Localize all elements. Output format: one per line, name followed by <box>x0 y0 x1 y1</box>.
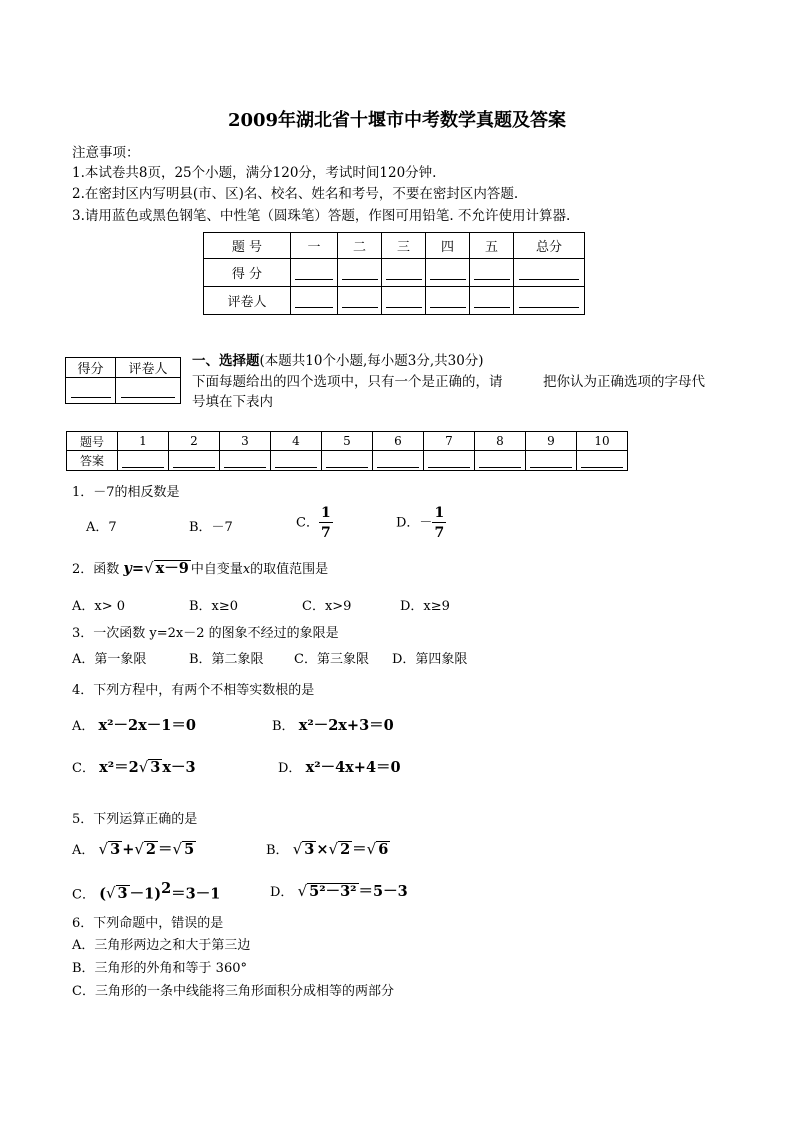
q3-option-d: D．第四象限 <box>392 652 468 667</box>
score-table-header: 二 <box>338 233 382 259</box>
answer-table-row2-label: 答案 <box>67 451 118 471</box>
q5-b-radicand-3: 6 <box>378 841 389 858</box>
answer-table-number: 5 <box>322 432 373 451</box>
q2-option-b: B．x≥0 <box>189 599 239 614</box>
q4-c-pre: x²＝2 <box>99 759 139 776</box>
answer-cell[interactable] <box>475 451 526 471</box>
answer-table-number: 2 <box>169 432 220 451</box>
q1-option-d-label: D．－ <box>396 515 433 531</box>
q6-stem: 6．下列命题中，错误的是 <box>72 916 224 931</box>
score-cell[interactable] <box>291 259 338 287</box>
q1-c-fraction <box>319 506 333 540</box>
score-table <box>203 232 585 315</box>
q3-option-b: B．第二象限 <box>189 652 264 667</box>
q4-option-d <box>278 756 401 777</box>
q4-b-label: B． <box>272 719 295 734</box>
score-table-header: 五 <box>470 233 514 259</box>
score-cell[interactable] <box>338 259 382 287</box>
answer-table-number: 9 <box>526 432 577 451</box>
q1-option-a: A．7 <box>86 520 117 535</box>
q2-option-a: A．x> 0 <box>72 599 126 614</box>
note-item-1: 1.本试卷共8页，25个小题，满分120分，考试时间120分钟. <box>72 165 437 181</box>
notes-heading: 注意事项： <box>72 145 140 161</box>
score-table-header: 题 号 <box>204 233 291 259</box>
answer-cell[interactable] <box>271 451 322 471</box>
q5-a-radicand-2: 2 <box>145 841 156 858</box>
q5-b-radical-2: √ 2 <box>328 840 351 858</box>
q6-option-b: B．三角形的外角和等于 360° <box>72 961 247 976</box>
q5-b-eq: ＝ <box>352 841 367 858</box>
answer-cell[interactable] <box>373 451 424 471</box>
answer-table-number: 3 <box>220 432 271 451</box>
q4-a-label: A． <box>72 719 95 734</box>
q5-a-label: A． <box>72 843 95 858</box>
q5-a-radicand-1: 3 <box>110 841 121 858</box>
q3-stem: 3．一次函数 y=2x－2 的图象不经过的象限是 <box>72 626 339 641</box>
page-title: 2009年湖北省十堰市中考数学真题及答案 <box>227 110 567 131</box>
q1-c-numerator: 1 <box>320 505 331 521</box>
score-cell[interactable] <box>426 259 470 287</box>
answer-table-number: 7 <box>424 432 475 451</box>
score-cell[interactable] <box>382 259 426 287</box>
section1-instruction-2: 号填在下表内 <box>192 394 273 410</box>
score-cell[interactable] <box>470 259 514 287</box>
q5-a-eq: ＝ <box>158 841 173 858</box>
answer-table-number: 1 <box>118 432 169 451</box>
q4-c-post: x－3 <box>162 759 196 776</box>
q1-d-fraction <box>432 506 446 540</box>
q4-option-a <box>72 714 196 735</box>
q5-c-pre: ( <box>99 885 106 903</box>
q4-d-label: D． <box>278 761 302 776</box>
q5-c-radical: √ 3 <box>105 884 128 903</box>
q5-b-radicand-2: 2 <box>340 841 351 858</box>
q5-option-b <box>266 838 390 859</box>
q5-c-radicand: 3 <box>117 885 128 903</box>
q1-d-numerator: 1 <box>434 505 445 521</box>
q2-var: x <box>242 562 251 577</box>
score-row-label: 得 分 <box>204 259 291 287</box>
answer-table-number: 6 <box>373 432 424 451</box>
answer-cell[interactable] <box>577 451 628 471</box>
q2-radical: √ x－9 <box>144 559 189 577</box>
q3-option-c: C．第三象限 <box>294 652 369 667</box>
answer-cell[interactable] <box>169 451 220 471</box>
q2-stem-pre: 2．函数 <box>72 562 120 577</box>
grader-box <box>65 357 181 404</box>
section1-instruction-1b: 把你认为正确选项的字母代 <box>543 374 705 390</box>
q2-option-c: C．x>9 <box>302 599 352 614</box>
q5-option-d <box>270 880 408 901</box>
q6-option-a: A．三角形两边之和大于第三边 <box>72 938 251 953</box>
answer-cell[interactable] <box>118 451 169 471</box>
section1-heading: 一、选择题 <box>192 353 260 369</box>
q2-option-d: D．x≥9 <box>400 599 450 614</box>
q5-a-radical-1: √ 3 <box>98 840 121 858</box>
answer-cell[interactable] <box>526 451 577 471</box>
answer-cell[interactable] <box>424 451 475 471</box>
answer-table-number: 10 <box>577 432 628 451</box>
q4-d-equation: x²－4x+4＝0 <box>305 759 401 776</box>
grader-name-cell[interactable] <box>116 378 181 404</box>
q5-a-radicand-3: 5 <box>184 841 195 858</box>
q2-stem-end: 的取值范围是 <box>250 562 329 577</box>
note-item-2: 2.在密封区内写明县(市、区)名、校名、姓名和考号，不要在密封区内答题. <box>72 186 519 202</box>
q5-b-radical-3: √ 6 <box>366 840 389 858</box>
grader-score-label: 得分 <box>66 358 116 378</box>
section1-instruction-1: 下面每题给出的四个选项中，只有一个是正确的，请 <box>192 374 503 390</box>
score-table-header: 一 <box>291 233 338 259</box>
q2-radicand: x－9 <box>155 560 189 577</box>
q4-b-equation: x²－2x+3＝0 <box>298 717 394 734</box>
answer-table <box>66 431 628 471</box>
score-table-header: 总分 <box>514 233 585 259</box>
score-cell[interactable] <box>338 287 382 315</box>
q5-d-radical: √ 5²－3² <box>297 882 357 900</box>
q4-a-equation: x²－2x－1＝0 <box>98 717 196 734</box>
answer-cell[interactable] <box>220 451 271 471</box>
q4-option-c <box>72 756 196 777</box>
answer-table-number: 8 <box>475 432 526 451</box>
grader-score-cell[interactable] <box>66 378 116 404</box>
q5-b-op: × <box>316 841 329 858</box>
q5-d-radicand: 5²－3² <box>309 883 357 900</box>
q5-b-radicand-1: 3 <box>304 841 315 858</box>
q2-y: y <box>123 560 132 577</box>
score-cell[interactable] <box>426 287 470 315</box>
q6-option-c: C．三角形的一条中线能将三角形面积分成相等的两部分 <box>72 984 394 999</box>
q5-c-exponent: 2 <box>161 880 172 897</box>
q1-option-c-label: C． <box>296 515 319 531</box>
score-cell[interactable] <box>470 287 514 315</box>
score-cell[interactable] <box>382 287 426 315</box>
answer-table-row1-label: 题号 <box>67 432 118 451</box>
q5-c-rhs: ＝3－1 <box>171 885 221 903</box>
q5-option-a <box>72 838 196 859</box>
q4-stem: 4．下列方程中，有两个不相等实数根的是 <box>72 683 315 698</box>
q5-stem: 5．下列运算正确的是 <box>72 812 198 827</box>
q4-c-label: C． <box>72 761 95 776</box>
note-item-3: 3.请用蓝色或黑色钢笔、中性笔（圆珠笔）答题，作图可用铅笔. 不允许使用计算器. <box>72 208 571 224</box>
q5-a-radical-2: √ 2 <box>134 840 156 858</box>
q5-d-label: D． <box>270 885 294 900</box>
q5-a-radical-3: √ 5 <box>172 840 195 858</box>
q1-option-b: B．－7 <box>189 520 233 535</box>
q5-b-radical-1: √ 3 <box>292 840 315 858</box>
q2-stem-post: 中自变量 <box>190 562 243 577</box>
answer-cell[interactable] <box>322 451 373 471</box>
score-row-label: 评卷人 <box>204 287 291 315</box>
q1-d-denominator: 7 <box>434 525 445 541</box>
q1-stem: 1．－7的相反数是 <box>72 485 180 500</box>
q5-d-rhs: ＝5－3 <box>358 883 408 900</box>
q5-option-c <box>72 880 220 903</box>
q3-option-a: A．第一象限 <box>72 652 147 667</box>
score-cell[interactable] <box>291 287 338 315</box>
q4-c-radical: √ 3 <box>138 758 161 776</box>
answer-table-number: 4 <box>271 432 322 451</box>
q4-c-radicand: 3 <box>150 759 161 776</box>
q5-c-label: C． <box>72 887 95 903</box>
q5-b-label: B． <box>266 843 289 858</box>
score-cell[interactable] <box>514 259 585 287</box>
q5-a-op: + <box>122 841 135 858</box>
score-table-header: 三 <box>382 233 426 259</box>
q1-option-c <box>296 506 333 540</box>
q2-stem <box>72 558 328 578</box>
q5-c-post: －1) <box>129 885 162 903</box>
section1-heading-note: (本题共10个小题,每小题3分,共30分) <box>259 353 484 369</box>
q2-eq: = <box>131 560 145 577</box>
section1-title <box>192 349 484 369</box>
score-cell[interactable] <box>514 287 585 315</box>
score-table-header: 四 <box>426 233 470 259</box>
q4-option-b <box>272 714 394 735</box>
q1-c-denominator: 7 <box>320 525 331 541</box>
grader-name-label: 评卷人 <box>116 358 181 378</box>
q1-option-d <box>396 506 446 540</box>
